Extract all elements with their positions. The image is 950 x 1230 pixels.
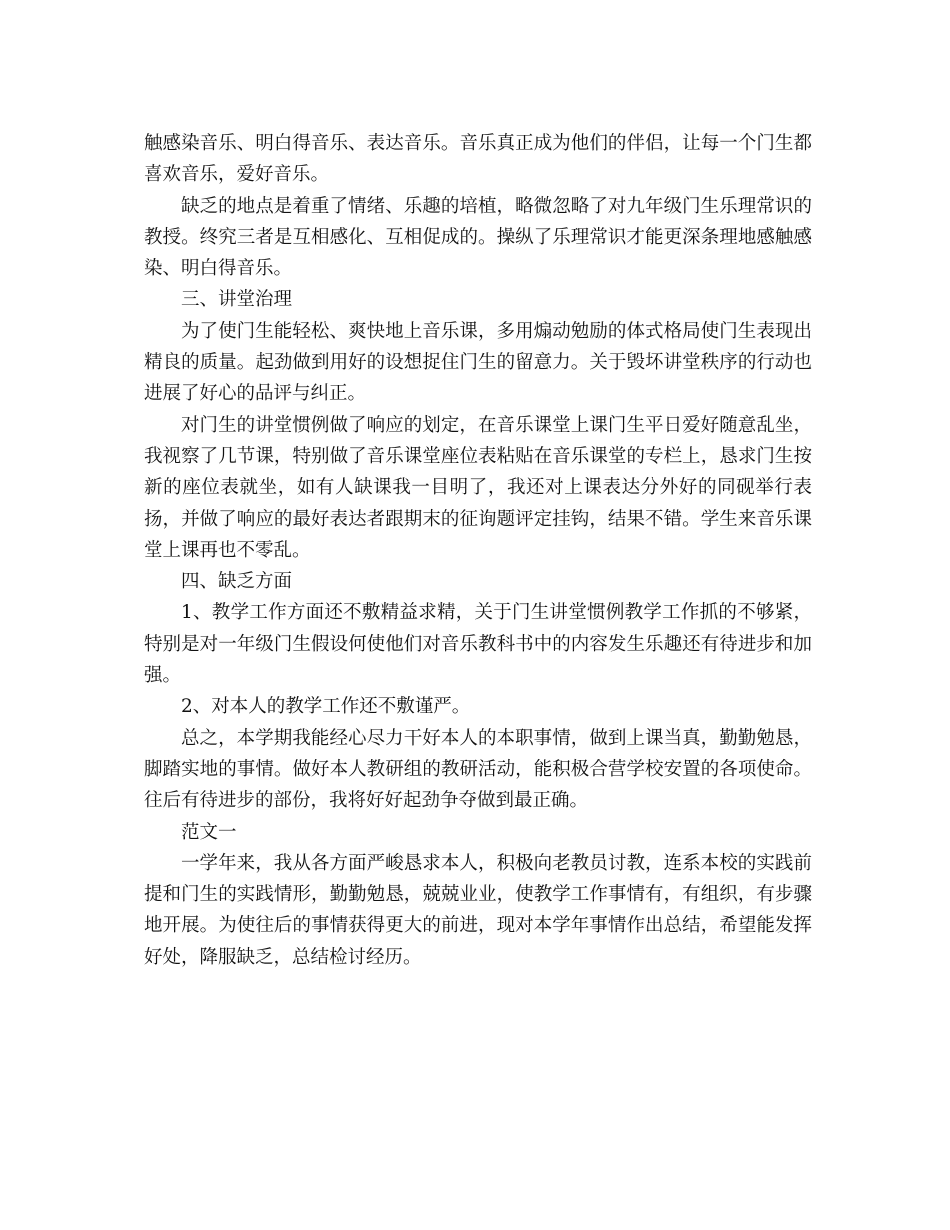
- paragraph-11: 一学年来，我从各方面严峻恳求本人，积极向老教员讨教，连系本校的实践前提和门生的实践情形，勤勤勉恳，兢兢业业，使教学工作事情有，有组织，有步骤地开展。为使往后的事情获得更大的前进，现对本学年事情作出总结，希望能发挥好处，降服缺乏，总结检讨经历。: [144, 852, 812, 968]
- document-body: [144, 128, 812, 973]
- paragraph-7: 1、教学工作方面还不敷精益求精，关于门生讲堂惯例教学工作抓的不够紧，特别是对一年级门生假设何使他们对音乐教科书中的内容发生乐趣还有待进步和加强。: [144, 602, 812, 687]
- paragraph-2: 缺乏的地点是着重了情绪、乐趣的培植，略微忽略了对九年级门生乐理常识的教授。终究三者是互相感化、互相促成的。操纵了乐理常识才能更深条理地感触感染、明白得音乐。: [144, 195, 812, 280]
- paragraph-8: 2、对本人的教学工作还不敷谨严。: [181, 696, 471, 718]
- section-heading-3: 三、讲堂治理: [181, 289, 293, 311]
- paragraph-9: 总之，本学期我能经心尽力干好本人的本职事情，做到上课当真，勤勤勉恳，脚踏实地的事情。做好本人教研组的教研活动，能积极合营学校安置的各项使命。往后有待进步的部份，我将好好起劲争夺做到最正确。: [144, 727, 812, 812]
- section-heading-sample: 范文一: [181, 821, 237, 843]
- paragraph-5: 对门生的讲堂惯例做了响应的划定，在音乐课堂上课门生平日爱好随意乱坐，我视察了几节课，特别做了音乐课堂座位表粘贴在音乐课堂的专栏上，恳求门生按新的座位表就坐，如有人缺课我一目明了，我还对上课表达分外好的同砚举行表扬，并做了响应的最好表达者跟期末的征询题评定挂钩，结果不错。学生来音乐课堂上课再也不零乱。: [144, 414, 812, 561]
- paragraph-1: 触感染音乐、明白得音乐、表达音乐。音乐真正成为他们的伴侣，让每一个门生都喜欢音乐，爱好音乐。: [144, 133, 812, 186]
- section-heading-4: 四、缺乏方面: [181, 571, 293, 593]
- paragraph-4: 为了使门生能轻松、爽快地上音乐课，多用煽动勉励的体式格局使门生表现出精良的质量。起劲做到用好的设想捉住门生的留意力。关于毁坏讲堂秩序的行动也进展了好心的品评与纠正。: [144, 320, 812, 405]
